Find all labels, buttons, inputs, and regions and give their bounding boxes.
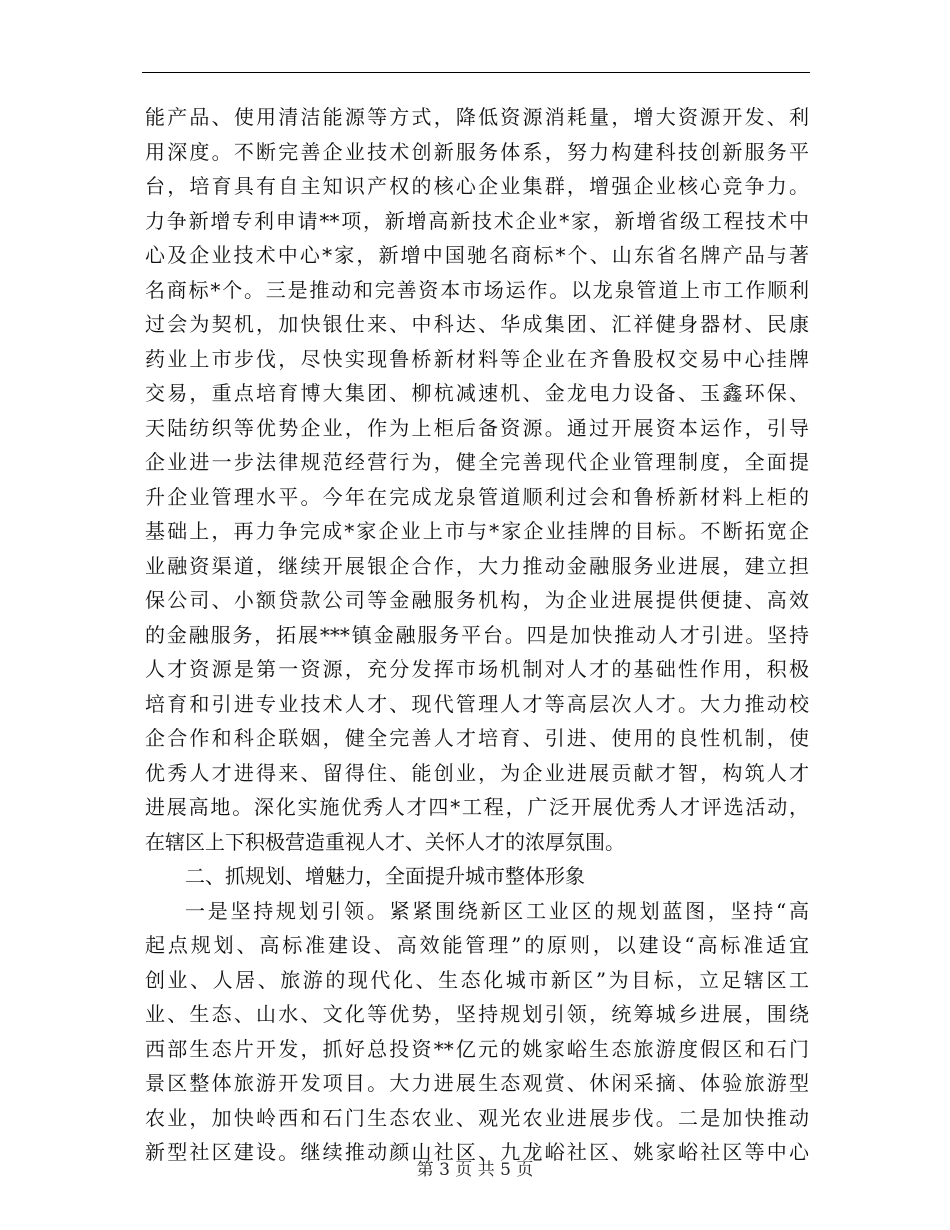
body-line: 在辖区上下积极营造重视人才、关怀人才的浓厚氛围。 — [145, 829, 625, 854]
body-line: 优秀人才进得来、留得住、能创业，为企业进展贡献才智，构筑人才 — [145, 760, 809, 785]
document-body — [145, 100, 809, 1170]
body-line: 升企业管理水平。今年在完成龙泉管道顺利过会和鲁桥新材料上柜的 — [145, 484, 809, 509]
body-line: 力争新增专利申请**项，新增高新技术企业*家，新增省级工程技术中 — [145, 208, 809, 233]
body-line: 基础上，再力争完成*家企业上市与*家企业挂牌的目标。不断拓宽企 — [145, 519, 809, 543]
body-line: 能产品、使用清洁能源等方式，降低资源消耗量，增大资源开发、利 — [145, 105, 809, 129]
section-line: 西部生态片开发，抓好总投资**亿元的姚家峪生态旅游度假区和石门 — [145, 1036, 809, 1061]
body-line: 名商标*个。三是推动和完善资本市场运作。以龙泉管道上市工作顺利 — [145, 277, 809, 302]
section-line: 起点规划、高标准建设、高效能管理”的原则，以建设“高标准适宜 — [145, 933, 809, 957]
body-line: 过会为契机，加快银仕来、中科达、华成集团、汇祥健身器材、民康 — [145, 312, 809, 336]
section-line: 一是坚持规划引领。紧紧围绕新区工业区的规划蓝图，坚持“高 — [185, 898, 809, 923]
section-line: 业、生态、山水、文化等优势，坚持规划引领，统筹城乡进展，围绕 — [145, 1002, 809, 1026]
body-line: 业融资渠道，继续开展银企合作，大力推动金融服务业进展，建立担 — [145, 553, 809, 578]
header-rule — [142, 72, 810, 73]
body-line: 心及企业技术中心*家，新增中国驰名商标*个、山东省名牌产品与著 — [145, 243, 809, 267]
section-line: 新型社区建设。继续推动颜山社区、九龙峪社区、姚家峪社区等中心 — [145, 1140, 809, 1164]
body-line: 培育和引进专业技术人才、现代管理人才等高层次人才。大力推动校 — [145, 691, 809, 716]
body-line: 企业进一步法律规范经营行为，健全完善现代企业管理制度，全面提 — [145, 450, 809, 474]
body-line: 保公司、小额贷款公司等金融服务机构，为企业进展提供便捷、高效 — [145, 588, 809, 612]
body-line: 交易，重点培育博大集团、柳杭减速机、金龙电力设备、玉鑫环保、 — [145, 381, 809, 405]
body-line: 用深度。不断完善企业技术创新服务体系，努力构建科技创新服务平 — [145, 139, 809, 164]
body-line: 的金融服务，拓展***镇金融服务平台。四是加快推动人才引进。坚持 — [145, 622, 809, 647]
body-line: 天陆纺织等优势企业，作为上柜后备资源。通过开展资本运作，引导 — [145, 415, 809, 440]
section-line: 农业，加快岭西和石门生态农业、观光农业进展步伐。二是加快推动 — [145, 1105, 809, 1130]
section-line: 景区整体旅游开发项目。大力进展生态观赏、休闲采摘、体验旅游型 — [145, 1071, 809, 1095]
body-line: 进展高地。深化实施优秀人才四*工程，广泛开展优秀人才评选活动， — [145, 795, 809, 819]
body-line: 人才资源是第一资源，充分发挥市场机制对人才的基础性作用，积极 — [145, 657, 809, 681]
section-heading: 二、抓规划、增魅力，全面提升城市整体形象 — [185, 864, 585, 888]
body-line: 企合作和科企联姻，健全完善人才培育、引进、使用的良性机制，使 — [145, 726, 809, 750]
body-line: 药业上市步伐，尽快实现鲁桥新材料等企业在齐鲁股权交易中心挂牌 — [145, 346, 809, 371]
section-line: 创业、人居、旅游的现代化、生态化城市新区”为目标，立足辖区工 — [145, 967, 809, 992]
page-number: 第 3 页 共 5 页 — [416, 1160, 534, 1180]
body-line: 台，培育具有自主知识产权的核心企业集群，增强企业核心竞争力。 — [145, 174, 809, 198]
